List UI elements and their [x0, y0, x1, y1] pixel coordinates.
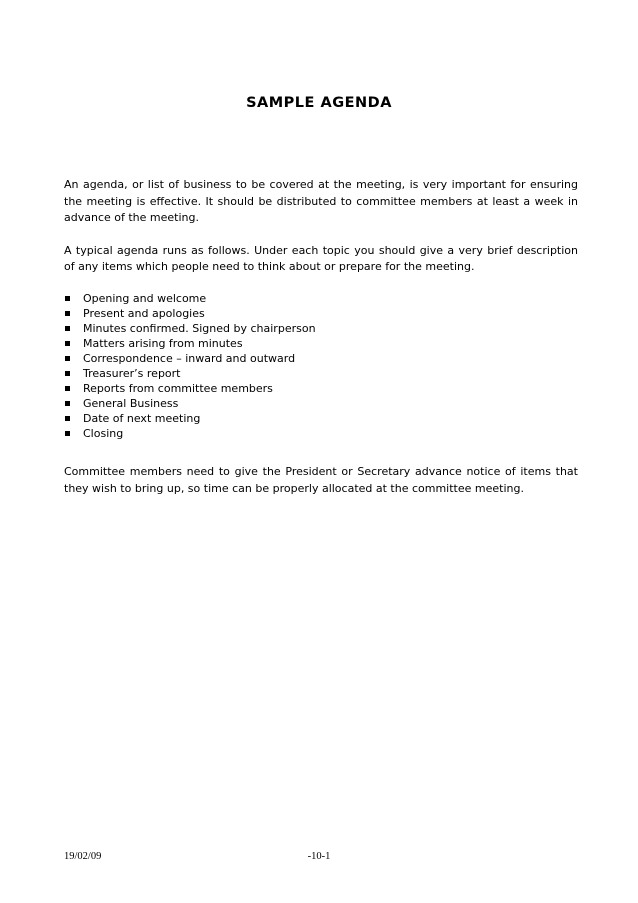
document-body: [64, 177, 578, 497]
square-bullet-icon: [65, 431, 70, 436]
list-item-text: Matters arising from minutes: [83, 336, 243, 350]
list-item-text: Date of next meeting: [83, 411, 201, 425]
square-bullet-icon: [65, 296, 70, 301]
agenda-description-paragraph: A typical agenda runs as follows. Under each topic you should give a very brief description of any items which people need to think about or prepare for the meeting.: [64, 243, 578, 274]
list-item: [64, 306, 578, 321]
square-bullet-icon: [65, 356, 70, 361]
list-item: [64, 396, 578, 411]
square-bullet-icon: [65, 311, 70, 316]
list-item-text: Present and apologies: [83, 306, 205, 320]
intro-paragraph: An agenda, or list of business to be covered at the meeting, is very important for ensuring the meeting is effective. It should be distributed to committee members at least a week in advance of the meeting.: [64, 178, 578, 225]
list-item: [64, 321, 578, 336]
footer-date: 19/02/09: [64, 851, 102, 862]
list-item-text: General Business: [83, 396, 179, 410]
list-item: [64, 411, 578, 426]
square-bullet-icon: [65, 341, 70, 346]
square-bullet-icon: [65, 401, 70, 406]
square-bullet-icon: [65, 416, 70, 421]
closing-paragraph: Committee members need to give the President or Secretary advance notice of items that they wish to bring up, so time can be properly allocated at the committee meeting.: [64, 464, 578, 495]
list-item: [64, 291, 578, 306]
list-item-text: Correspondence – inward and outward: [83, 351, 296, 365]
list-item: [64, 381, 578, 396]
list-item: [64, 366, 578, 381]
list-item-text: Closing: [83, 426, 124, 440]
list-item-text: Opening and welcome: [83, 291, 207, 305]
square-bullet-icon: [65, 326, 70, 331]
square-bullet-icon: [65, 386, 70, 391]
page-title: SAMPLE AGENDA: [246, 95, 392, 111]
square-bullet-icon: [65, 371, 70, 376]
footer-page-number: -10-1: [307, 851, 331, 862]
list-item: [64, 426, 578, 441]
list-item-text: Reports from committee members: [83, 381, 273, 395]
list-item-text: Minutes confirmed. Signed by chairperson: [83, 321, 316, 335]
list-item-text: Treasurer’s report: [83, 366, 181, 380]
agenda-list: [64, 291, 578, 441]
list-item: [64, 336, 578, 351]
list-item: [64, 351, 578, 366]
